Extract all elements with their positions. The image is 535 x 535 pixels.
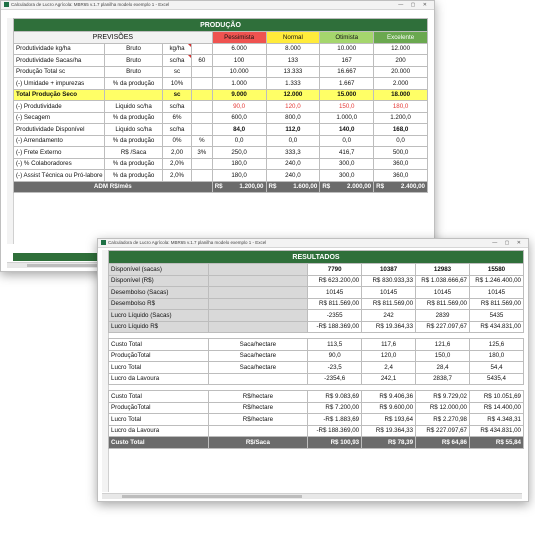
- resultados-saca-rows: [109, 339, 524, 385]
- result-value[interactable]: 120,0: [362, 350, 416, 362]
- result-value[interactable]: -R$ 188.369,00: [308, 425, 362, 437]
- row-unit[interactable]: sc/ha: [163, 55, 192, 67]
- result-value[interactable]: 2838,7: [416, 373, 470, 385]
- value-excelente[interactable]: 20.000: [374, 66, 428, 78]
- result-value[interactable]: 125,6: [470, 339, 524, 351]
- value-pessimista[interactable]: 250,0: [212, 147, 266, 159]
- footer-label: Custo Total: [109, 437, 209, 449]
- row-basis: [105, 89, 163, 101]
- value-excelente[interactable]: 168,0: [374, 124, 428, 136]
- row-unit[interactable]: 2,0%: [163, 158, 192, 170]
- row-input[interactable]: [192, 158, 213, 170]
- result-label: Custo Total: [109, 391, 209, 403]
- result-unit: R$/hectare: [208, 402, 308, 414]
- result-value[interactable]: 10387: [362, 264, 416, 276]
- row-label: (-) Umidade + impurezas: [14, 78, 105, 90]
- footer-value[interactable]: R$ 100,93: [308, 437, 362, 449]
- value-excelente[interactable]: 0,0: [374, 135, 428, 147]
- row-unit[interactable]: 2,0%: [163, 170, 192, 182]
- row-basis: Bruto: [105, 43, 163, 55]
- value-pessimista[interactable]: 1.000: [212, 78, 266, 90]
- row-basis: % da produção: [105, 78, 163, 90]
- value-otimista[interactable]: 1.000,0: [320, 112, 374, 124]
- row-input[interactable]: [192, 170, 213, 182]
- result-unit: [208, 298, 308, 310]
- result-value[interactable]: R$ 623.200,00: [308, 275, 362, 287]
- value-otimista[interactable]: 140,0: [320, 124, 374, 136]
- result-label: Desembolso (Sacas): [109, 287, 209, 299]
- result-value[interactable]: R$ 9.600,00: [362, 402, 416, 414]
- result-value[interactable]: R$ 811.569,00: [362, 298, 416, 310]
- row-input[interactable]: [192, 112, 213, 124]
- producao-row: [14, 124, 428, 136]
- result-label: ProduçãoTotal: [109, 350, 209, 362]
- row-input[interactable]: 60: [192, 55, 213, 67]
- result-value[interactable]: R$ 434.831,00: [470, 425, 524, 437]
- window-title: Calculadora de Lucro Agrícola: MBR65 v.1.7 planilha modelo exemplo 1 - Excel: [11, 2, 170, 7]
- value-otimista[interactable]: 416,7: [320, 147, 374, 159]
- value-excelente[interactable]: 2.000: [374, 78, 428, 90]
- producao-row: [14, 101, 428, 113]
- value-excelente[interactable]: 180,0: [374, 101, 428, 113]
- value-otimista[interactable]: 300,0: [320, 170, 374, 182]
- result-row: [109, 373, 524, 385]
- resultados-rs-rows: [109, 391, 524, 437]
- value-otimista[interactable]: 300,0: [320, 158, 374, 170]
- value-otimista[interactable]: 150,0: [320, 101, 374, 113]
- producao-row: [14, 55, 428, 67]
- result-value[interactable]: R$ 1.246.400,00: [470, 275, 524, 287]
- result-unit: [208, 275, 308, 287]
- row-basis: % da produção: [105, 135, 163, 147]
- row-unit[interactable]: 10%: [163, 78, 192, 90]
- adm-label: ADM R$/mês: [14, 181, 213, 193]
- row-label: (-) % Colaboradores: [14, 158, 105, 170]
- row-basis: Bruto: [105, 55, 163, 67]
- result-unit: [208, 425, 308, 437]
- value-normal[interactable]: 120,0: [266, 101, 320, 113]
- value-pessimista[interactable]: 90,0: [212, 101, 266, 113]
- row-input[interactable]: %: [192, 135, 213, 147]
- result-value[interactable]: 28,4: [416, 362, 470, 374]
- excel-app-icon: [101, 240, 106, 245]
- row-input[interactable]: [192, 66, 213, 78]
- footer-value[interactable]: R$ 64,86: [416, 437, 470, 449]
- result-row: [109, 275, 524, 287]
- value-normal[interactable]: 1.333: [266, 78, 320, 90]
- value-excelente[interactable]: 12.000: [374, 43, 428, 55]
- scenario-normal: Normal: [266, 32, 320, 44]
- footer-value[interactable]: R$ 78,39: [362, 437, 416, 449]
- adm-row: [14, 181, 428, 193]
- result-value[interactable]: R$ 10.051,69: [470, 391, 524, 403]
- result-value[interactable]: R$ 9.083,69: [308, 391, 362, 403]
- adm-value[interactable]: R$ 1.600,00: [266, 181, 320, 193]
- result-value[interactable]: R$ 4.348,31: [470, 414, 524, 426]
- result-value[interactable]: R$ 9.729,02: [416, 391, 470, 403]
- result-row: [109, 414, 524, 426]
- result-value[interactable]: -R$ 188.369,00: [308, 321, 362, 333]
- value-otimista[interactable]: 15.000: [320, 89, 374, 101]
- row-basis: % da produção: [105, 170, 163, 182]
- producao-header: PRODUÇÃO: [14, 19, 428, 32]
- result-value[interactable]: R$ 434.831,00: [470, 321, 524, 333]
- row-basis: % da produção: [105, 158, 163, 170]
- result-value[interactable]: R$ 12.000,00: [416, 402, 470, 414]
- result-value[interactable]: R$ 830.933,33: [362, 275, 416, 287]
- window-controls[interactable]: — ▢ ✕: [398, 2, 430, 8]
- producao-row: [14, 112, 428, 124]
- result-value[interactable]: 5435,4: [470, 373, 524, 385]
- row-input[interactable]: [192, 124, 213, 136]
- result-value[interactable]: 150,0: [416, 350, 470, 362]
- result-unit: [208, 373, 308, 385]
- producao-table: [13, 18, 428, 193]
- result-value[interactable]: R$ 1.038.666,67: [416, 275, 470, 287]
- result-value[interactable]: R$ 19.364,33: [362, 425, 416, 437]
- result-unit: R$/hectare: [208, 414, 308, 426]
- result-row: [109, 362, 524, 374]
- result-unit: [208, 310, 308, 322]
- row-label: (-) Produtividade: [14, 101, 105, 113]
- result-value[interactable]: 242: [362, 310, 416, 322]
- producao-sheet: [13, 18, 428, 193]
- result-row: [109, 310, 524, 322]
- result-label: Desembolso R$: [109, 298, 209, 310]
- value-pessimista[interactable]: 84,0: [212, 124, 266, 136]
- value-excelente[interactable]: 1.200,0: [374, 112, 428, 124]
- result-value[interactable]: 90,0: [308, 350, 362, 362]
- value-normal[interactable]: 12.000: [266, 89, 320, 101]
- value-normal[interactable]: 333,3: [266, 147, 320, 159]
- row-basis: R$ /Saca: [105, 147, 163, 159]
- value-pessimista[interactable]: 180,0: [212, 158, 266, 170]
- result-value[interactable]: -R$ 1.883,69: [308, 414, 362, 426]
- value-normal[interactable]: 112,0: [266, 124, 320, 136]
- scenario-pessimista: Pessimista: [212, 32, 266, 44]
- result-unit: Saca/hectare: [208, 350, 308, 362]
- value-otimista[interactable]: 1.667: [320, 78, 374, 90]
- producao-row: [14, 147, 428, 159]
- result-unit: [208, 264, 308, 276]
- window-title-bar: [1, 1, 434, 10]
- value-pessimista[interactable]: 180,0: [212, 170, 266, 182]
- value-normal[interactable]: 133: [266, 55, 320, 67]
- footer-value[interactable]: R$ 55,84: [470, 437, 524, 449]
- value-pessimista[interactable]: 10.000: [212, 66, 266, 78]
- result-value[interactable]: 54,4: [470, 362, 524, 374]
- result-value[interactable]: 10145: [308, 287, 362, 299]
- producao-row: [14, 135, 428, 147]
- scenario-otimista: Otimista: [320, 32, 374, 44]
- result-value[interactable]: R$ 193,64: [362, 414, 416, 426]
- result-value[interactable]: R$ 811.569,00: [308, 298, 362, 310]
- result-label: Lucro Líquido R$: [109, 321, 209, 333]
- resultados-top-rows: [109, 264, 524, 333]
- result-label: Disponível (sacas): [109, 264, 209, 276]
- result-value[interactable]: 242,1: [362, 373, 416, 385]
- value-excelente[interactable]: 200: [374, 55, 428, 67]
- result-label: Lucro da Lavoura: [109, 373, 209, 385]
- value-normal[interactable]: 800,0: [266, 112, 320, 124]
- value-pessimista[interactable]: 9.000: [212, 89, 266, 101]
- row-unit[interactable]: 0%: [163, 135, 192, 147]
- row-basis: Liquido sc/ha: [105, 101, 163, 113]
- resultados-header: RESULTADOS: [109, 251, 524, 264]
- result-value[interactable]: R$ 19.364,33: [362, 321, 416, 333]
- window-title: Calculadora de Lucro Agrícola: MBR65 v.1.7 planilha modelo exemplo 1 - Excel: [108, 240, 267, 245]
- producao-row: [14, 170, 428, 182]
- row-label: Produção Total sc: [14, 66, 105, 78]
- result-unit: [208, 321, 308, 333]
- value-pessimista[interactable]: 0,0: [212, 135, 266, 147]
- result-value[interactable]: 180,0: [470, 350, 524, 362]
- row-unit[interactable]: sc/ha: [163, 101, 192, 113]
- row-input[interactable]: [192, 78, 213, 90]
- result-value[interactable]: R$ 811.569,00: [416, 298, 470, 310]
- previsoes-header: PREVISÕES: [14, 32, 213, 44]
- adm-value[interactable]: R$ 1.200,00: [212, 181, 266, 193]
- result-value[interactable]: R$ 227.097,67: [416, 321, 470, 333]
- row-input[interactable]: [192, 43, 213, 55]
- scenario-excelente: Excelente: [374, 32, 428, 44]
- result-value[interactable]: 2,4: [362, 362, 416, 374]
- excel-app-icon: [4, 2, 9, 7]
- value-excelente[interactable]: 360,0: [374, 158, 428, 170]
- result-value[interactable]: -2355: [308, 310, 362, 322]
- row-basis: % da produção: [105, 112, 163, 124]
- result-unit: Saca/hectare: [208, 362, 308, 374]
- result-value[interactable]: R$ 2.270,98: [416, 414, 470, 426]
- result-value[interactable]: 121,6: [416, 339, 470, 351]
- result-value[interactable]: 117,6: [362, 339, 416, 351]
- row-label: (-) Secagem: [14, 112, 105, 124]
- row-label: Produtividade Sacas/ha: [14, 55, 105, 67]
- row-label: (-) Assist Técnica ou Pró-labore: [14, 170, 105, 182]
- row-unit[interactable]: sc: [163, 66, 192, 78]
- excel-window-producao: [0, 0, 435, 272]
- value-otimista[interactable]: 0,0: [320, 135, 374, 147]
- result-value[interactable]: 10145: [416, 287, 470, 299]
- row-label: (-) Arrendamento: [14, 135, 105, 147]
- result-label: Lucro Líquido (Sacas): [109, 310, 209, 322]
- result-value[interactable]: R$ 9.406,36: [362, 391, 416, 403]
- result-row: [109, 321, 524, 333]
- value-pessimista[interactable]: 6.000: [212, 43, 266, 55]
- result-row: [109, 287, 524, 299]
- result-label: Lucro da Lavoura: [109, 425, 209, 437]
- excel-window-resultados: [97, 238, 529, 502]
- result-label: Disponível (R$): [109, 275, 209, 287]
- row-basis: Liquido sc/ha: [105, 124, 163, 136]
- result-value[interactable]: -23,5: [308, 362, 362, 374]
- result-unit: Saca/hectare: [208, 339, 308, 351]
- row-unit[interactable]: 2,00: [163, 147, 192, 159]
- row-input[interactable]: 3%: [192, 147, 213, 159]
- row-unit[interactable]: 6%: [163, 112, 192, 124]
- row-label: Total Produção Seco: [14, 89, 105, 101]
- result-label: Lucro Total: [109, 362, 209, 374]
- result-unit: R$/hectare: [208, 391, 308, 403]
- result-value[interactable]: 12983: [416, 264, 470, 276]
- result-value[interactable]: 113,5: [308, 339, 362, 351]
- window-controls[interactable]: — ▢ ✕: [492, 240, 524, 246]
- result-row: [109, 402, 524, 414]
- row-unit[interactable]: sc/ha: [163, 124, 192, 136]
- producao-row: [14, 158, 428, 170]
- value-excelente[interactable]: 500,0: [374, 147, 428, 159]
- result-row: [109, 350, 524, 362]
- result-value[interactable]: 5435: [470, 310, 524, 322]
- value-excelente[interactable]: 360,0: [374, 170, 428, 182]
- row-unit[interactable]: sc: [163, 89, 192, 101]
- adm-value[interactable]: R$ 2.400,00: [374, 181, 428, 193]
- value-normal[interactable]: 240,0: [266, 158, 320, 170]
- result-value[interactable]: R$ 7.200,00: [308, 402, 362, 414]
- producao-row: [14, 78, 428, 90]
- adm-value[interactable]: R$ 2.000,00: [320, 181, 374, 193]
- value-normal[interactable]: 0,0: [266, 135, 320, 147]
- result-value[interactable]: R$ 227.097,67: [416, 425, 470, 437]
- window-title-bar: [98, 239, 528, 248]
- resultados-sheet: [108, 250, 524, 449]
- producao-row: [14, 43, 428, 55]
- result-value[interactable]: R$ 14.400,00: [470, 402, 524, 414]
- value-pessimista[interactable]: 100: [212, 55, 266, 67]
- result-label: Custo Total: [109, 339, 209, 351]
- row-label: (-) Frete Externo: [14, 147, 105, 159]
- result-value[interactable]: R$ 811.569,00: [470, 298, 524, 310]
- horizontal-scrollbar[interactable]: [102, 493, 522, 499]
- result-label: ProduçãoTotal: [109, 402, 209, 414]
- row-basis: Bruto: [105, 66, 163, 78]
- result-value[interactable]: 15580: [470, 264, 524, 276]
- result-value[interactable]: 2839: [416, 310, 470, 322]
- scrollbar-thumb[interactable]: [122, 495, 302, 498]
- result-row: [109, 264, 524, 276]
- footer-unit: R$/Saca: [208, 437, 308, 449]
- row-input[interactable]: [192, 101, 213, 113]
- producao-rows: [14, 43, 428, 181]
- result-value[interactable]: -2354,6: [308, 373, 362, 385]
- result-value[interactable]: 10145: [470, 287, 524, 299]
- result-value[interactable]: 10145: [362, 287, 416, 299]
- row-unit[interactable]: kg/ha: [163, 43, 192, 55]
- value-otimista[interactable]: 167: [320, 55, 374, 67]
- value-normal[interactable]: 240,0: [266, 170, 320, 182]
- value-normal[interactable]: 8.000: [266, 43, 320, 55]
- value-otimista[interactable]: 10.000: [320, 43, 374, 55]
- value-excelente[interactable]: 18.000: [374, 89, 428, 101]
- result-row: [109, 391, 524, 403]
- row-input[interactable]: [192, 89, 213, 101]
- result-row: [109, 339, 524, 351]
- value-otimista[interactable]: 16.667: [320, 66, 374, 78]
- result-row: [109, 425, 524, 437]
- result-unit: [208, 287, 308, 299]
- producao-row: [14, 66, 428, 78]
- value-pessimista[interactable]: 600,0: [212, 112, 266, 124]
- value-normal[interactable]: 13.333: [266, 66, 320, 78]
- row-label: Produtividade Disponível: [14, 124, 105, 136]
- row-label: Produtividade kg/ha: [14, 43, 105, 55]
- producao-row: [14, 89, 428, 101]
- custo-total-footer-row: [109, 437, 524, 449]
- result-row: [109, 298, 524, 310]
- resultados-table: [108, 250, 524, 449]
- result-label: Lucro Total: [109, 414, 209, 426]
- result-value[interactable]: 7790: [308, 264, 362, 276]
